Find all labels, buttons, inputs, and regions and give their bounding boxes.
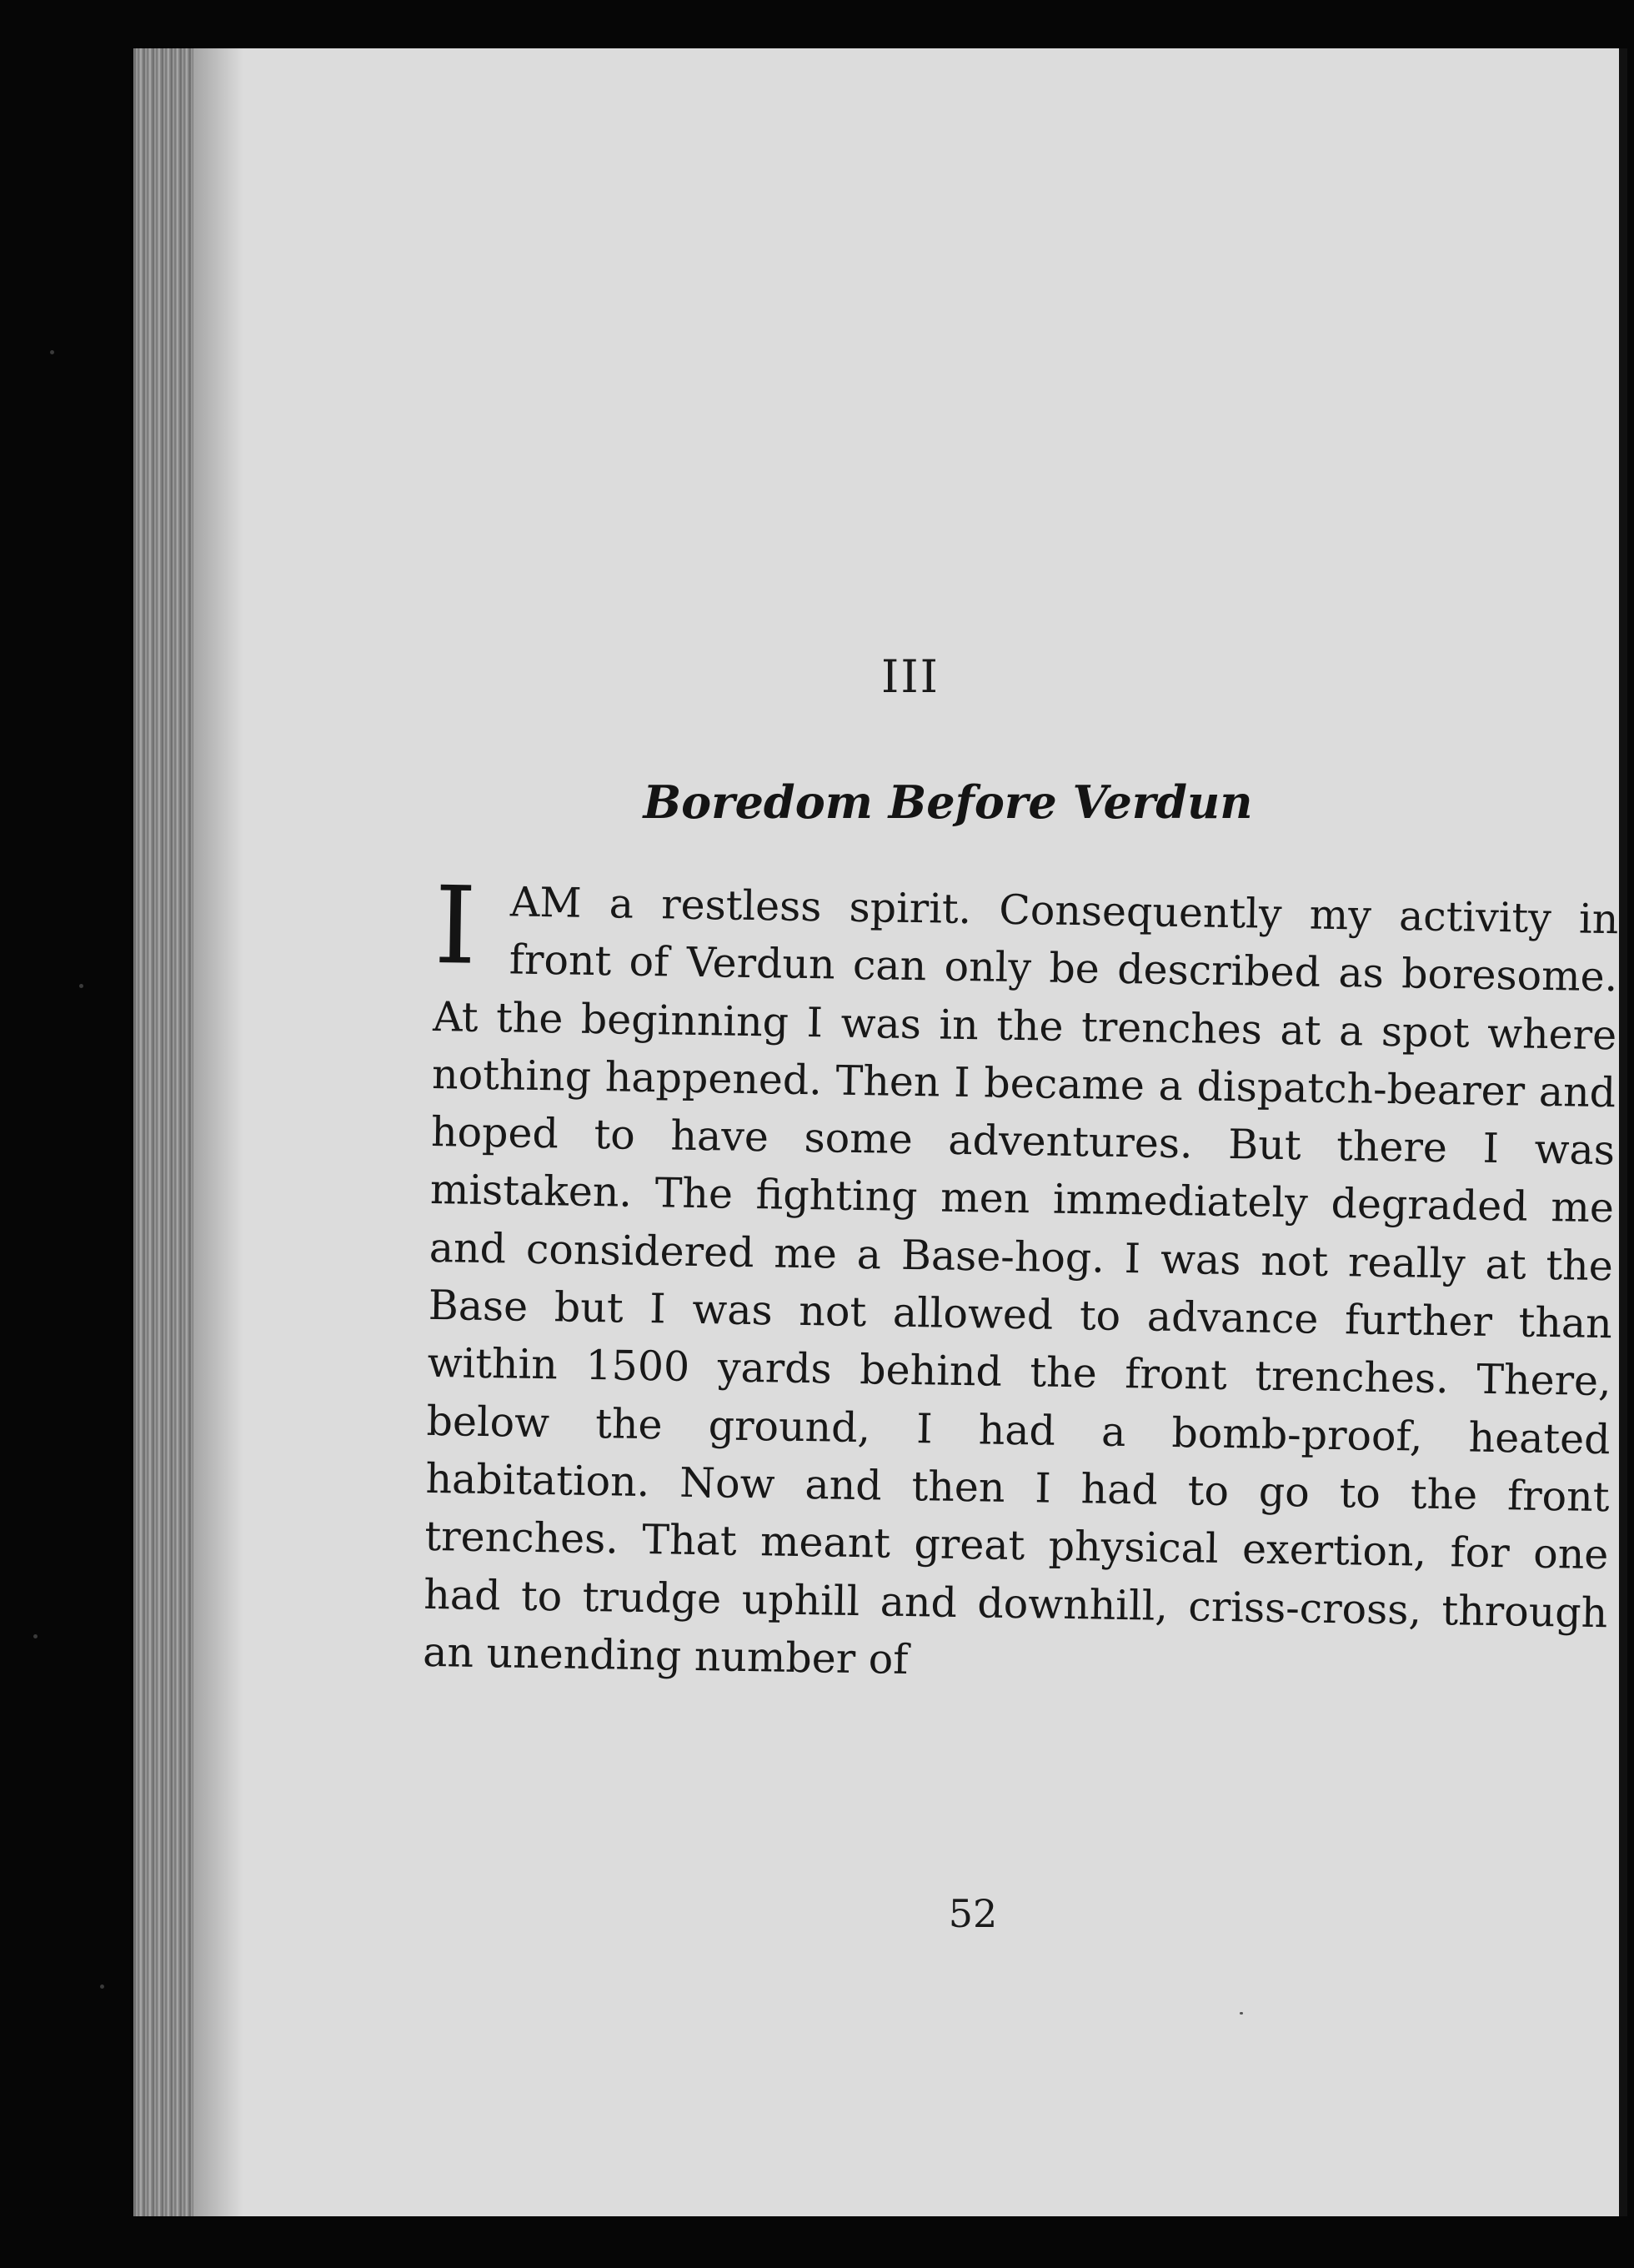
- chapter-number: III: [881, 650, 940, 703]
- chapter-title: Boredom Before Verdun: [643, 775, 1253, 829]
- body-text: AM a restless spirit. Consequently my activity in front of Verdun can only be described as boresome. At the beginning I was in the trenches at a spot where nothing happened. Then I became a dispatch-bearer and hoped to have some adventures. But there I was mistaken. The fighting men immediately degraded me and considered me a Base-hog. I was not really at the Base but I was not allowed to advance further than within 1500 yards behind the front trenches. There, below the ground, I had a bomb-proof, heated habitation. Now and then I had to go to the front trenches. That meant great physical exertion, for one had to trudge uphill and downhill, criss-cross, through an unending number of: [422, 878, 1619, 1683]
- page-number: 52: [948, 1891, 998, 1936]
- dust-speck: [50, 350, 54, 354]
- dust-speck: [100, 1984, 104, 1989]
- book-page: [193, 48, 1627, 2216]
- drop-cap: I: [433, 864, 478, 989]
- dust-speck: [79, 984, 83, 988]
- dust-mark: [1240, 2012, 1243, 2015]
- body-paragraph: [422, 864, 1619, 1699]
- dust-speck: [33, 1634, 38, 1638]
